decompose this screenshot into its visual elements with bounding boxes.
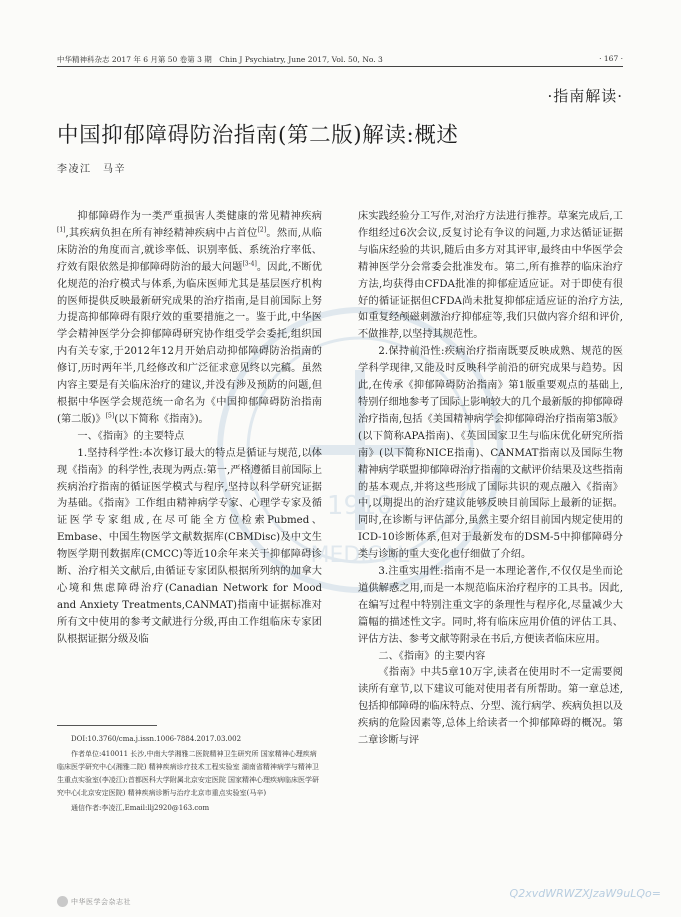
section-tag: ·指南解读·	[547, 87, 623, 105]
svg-text:MEDICAL: MEDICAL	[310, 543, 410, 568]
section-heading: 一、《指南》的主要特点	[77, 430, 185, 442]
left-column	[57, 209, 322, 649]
paragraph: 3.注重实用性:指南不是一本理论著作,不仅仅是坐而论道供解惑之用,而是一本规范临床治疗程序的工具书。因此,在编写过程中特别注重文字的条理性与程序化,尽量减少大篇幅的描述性文字。同时,将有临床应用价值的评估工具、评估方法、参考文献等附录在书后,方便读者临床应用。	[358, 566, 623, 645]
publisher-logo-icon	[57, 896, 68, 907]
section-heading: 二、《指南》的主要内容	[378, 650, 486, 662]
header-rule	[57, 66, 623, 67]
svg-text:1910: 1910	[326, 491, 394, 521]
footnote-rule	[57, 725, 157, 726]
paragraph: 2.保持前沿性:疾病治疗指南既要反映成熟、规范的医学科学现律,又能及时反映科学前沿的研究成果与趋势。因此,在传承《抑郁障碍防治指南》第1版重要观点的基础上,特别仔细地参考了国际上影响较大的几个最新版的抑郁障碍治疗指南,包括《美国精神病学会抑郁障碍治疗指南第3版》(以下简称APA指南)、《英国国家卫生与临床优化研究所指南》(以下简称NICE指南)、CANMAT指南以及国际生物精神病学联盟抑郁障碍治疗指南的文献评价结果及这些指南的基本观点,并将这些形成了国际共识的观点融入《指南》中,以期提出的治疗建议能够反映目前国际上最新的证据。同时,在诊断与评估部分,虽然主要介绍目前国内规定使用的ICD-10诊断体系,但对于最新发布的DSM-5中抑郁障碍分类与诊断的重大变化也仔细做了介绍。	[358, 346, 623, 561]
authors: 李凌江 马辛	[57, 164, 126, 175]
running-header	[57, 52, 623, 66]
publisher-name: 中华医学会杂志社	[71, 897, 131, 906]
doi: DOI:10.3760/cma.j.issn.1006-7884.2017.03.002	[71, 735, 242, 743]
paragraph: 床实践经验分工写作,对治疗方法进行推荐。草案完成后,工作组经过6次会议,反复讨论有争议的问题,力求达循证证据与临床经验的共识,随后由多方对其评审,最终由中华医学会精神医学分会常委会批准发布。第二,所有推荐的临床治疗方法,均获得由CFDA批准的抑郁症适应证。对于即使有很好的循证证据但CFDA尚未批复抑郁症适应证的治疗方法,如重复经颅磁刺激治疗抑郁症等,我们只做内容介绍和评价,不做推荐,以坚持其规范性。	[358, 211, 623, 341]
corresponding-author: 通信作者:李凌江,Email:llj2920@163.com	[71, 804, 210, 812]
page-number: · 167 ·	[599, 54, 623, 63]
paragraph: 《指南》中共5章10万字,读者在使用时不一定需要阅读所有章节,以下建议可能对使用者有所帮助。第一章总述,包括抑郁障碍的临床特点、分型、流行病学、疾病负担以及疾病的危险因素等,总体上给读者一个抑郁障碍的概况。第二章诊断与评	[358, 667, 623, 747]
article-title: 中国抑郁障碍防治指南(第二版)解读:概述	[57, 123, 459, 148]
paragraph: 1.坚持科学性:本次修订最大的特点是循证与规范,以体现《指南》的科学性,表现为两点:第一,严格遵循目前国际上疾病治疗指南的循证医学模式与程序,坚持以科学研究证据为基础。《指南》工作组由精神病学专家、心理学专家及循证医学专家组成,在尽可能全方位检索Pubmed、Embase、中国生物医学文献数据库(CBMDisc)及中文生物医学期刊数据库(CMCC)等近10余年来关于抑郁障碍诊断、治疗相关文献后,由循证专家团队根据所列纳的加拿大心境和焦虑障碍治疗(Canadian Network for Mood and Anxiety Treatments,CANMAT)指南中证据标准对所有文中使用的参考文献进行分级,再由工作组临床专家团队根据证据分级及临	[57, 447, 322, 645]
affiliation: 作者单位:410011 长沙,中南大学湘雅二医院精神卫生研究所 国家精神心理疾病临床医学研究中心(湘雅二院) 精神疾病诊疗技术工程实验室 湖南省精神病学与精神卫生重点实验室(李凌江);首都医科大学附属北京安定医院 国家精神心理疾病临床医学研究中心(北京安定医院) 精神疾病诊断与治疗北京市重点实验室(马辛)	[57, 750, 320, 797]
paragraph: 抑郁障碍作为一类严重损害人类健康的常见精神疾病[1],其疾病负担在所有神经精神疾病中占首位[2]。然而,从临床防治的角度而言,就诊率低、识别率低、系统治疗率低、疗效有限依然是抑郁障碍防治的最大问题[3-4]。因此,不断优化规范的治疗模式与体系,为临床医师尤其是基层医疗机构的医师提供反映最新研究成果的治疗指南,是目前国际上努力提高抑郁障碍有限疗效的重要措施之一。鉴于此,中华医学会精神医学分会抑郁障碍研究协作组受学会委托,组织国内有关专家,于2012年12月开始启动抑郁障碍防治指南的修订,历时两年半,几经修改和广泛征求意见终以完稿。虽然内容主要是有关临床治疗的建议,并没有涉及预防的问题,但根据中华医学会规范统一命名为《中国抑郁障碍防治指南(第二版)》[5](以下简称《指南》)。	[57, 211, 322, 425]
footnotes	[57, 733, 322, 817]
document-code: Q2xvdWRWZXJzaW9uLQo=	[509, 887, 661, 900]
journal-citation: 中华精神科杂志 2017 年 6 月第 50 卷第 3 期 Chin J Psychiatry, June 2017, Vol. 50, No. 3	[57, 55, 383, 64]
publisher-logo	[57, 891, 187, 906]
right-column	[358, 209, 623, 750]
